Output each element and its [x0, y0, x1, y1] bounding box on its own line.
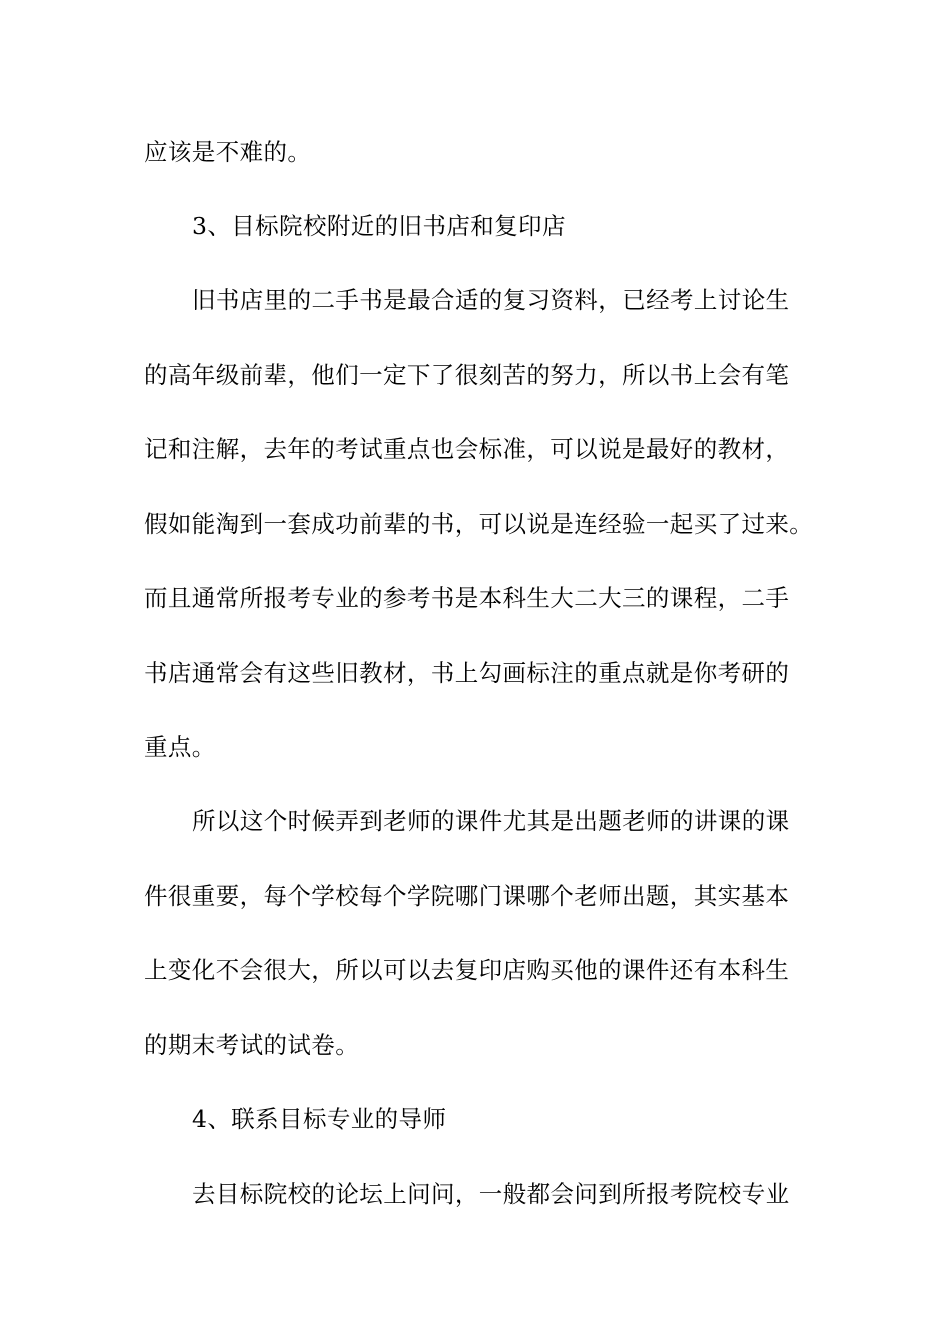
paragraph-line: 上变化不会很大，所以可以去复印店购买他的课件还有本科生 — [144, 956, 790, 984]
paragraph-line: 的期末考试的试卷。 — [144, 1031, 360, 1059]
paragraph-line: 而且通常所报考专业的参考书是本科生大二大三的课程，二手 — [144, 584, 790, 612]
paragraph-line: 件很重要，每个学校每个学院哪门课哪个老师出题，其实基本 — [144, 882, 790, 910]
paragraph-line: 去目标院校的论坛上问问，一般都会问到所报考院校专业 — [192, 1180, 790, 1208]
paragraph-line: 记和注解，去年的考试重点也会标准，可以说是最好的教材， — [144, 435, 790, 463]
paragraph-line: 的高年级前辈，他们一定下了很刻苦的努力，所以书上会有笔 — [144, 361, 790, 389]
paragraph-line: 所以这个时候弄到老师的课件尤其是出题老师的讲课的课 — [192, 807, 790, 835]
paragraph-line: 书店通常会有这些旧教材，书上勾画标注的重点就是你考研的 — [144, 659, 790, 687]
paragraph-line: 重点。 — [144, 733, 216, 761]
paragraph-line: 应该是不难的。 — [144, 138, 312, 166]
section-heading: 4、联系目标专业的导师 — [192, 1105, 447, 1133]
section-heading: 3、目标院校附近的旧书店和复印店 — [192, 212, 566, 240]
paragraph-line: 假如能淘到一套成功前辈的书，可以说是连经验一起买了过来。 — [144, 510, 814, 538]
paragraph-line: 旧书店里的二手书是最合适的复习资料，已经考上讨论生 — [192, 286, 790, 314]
